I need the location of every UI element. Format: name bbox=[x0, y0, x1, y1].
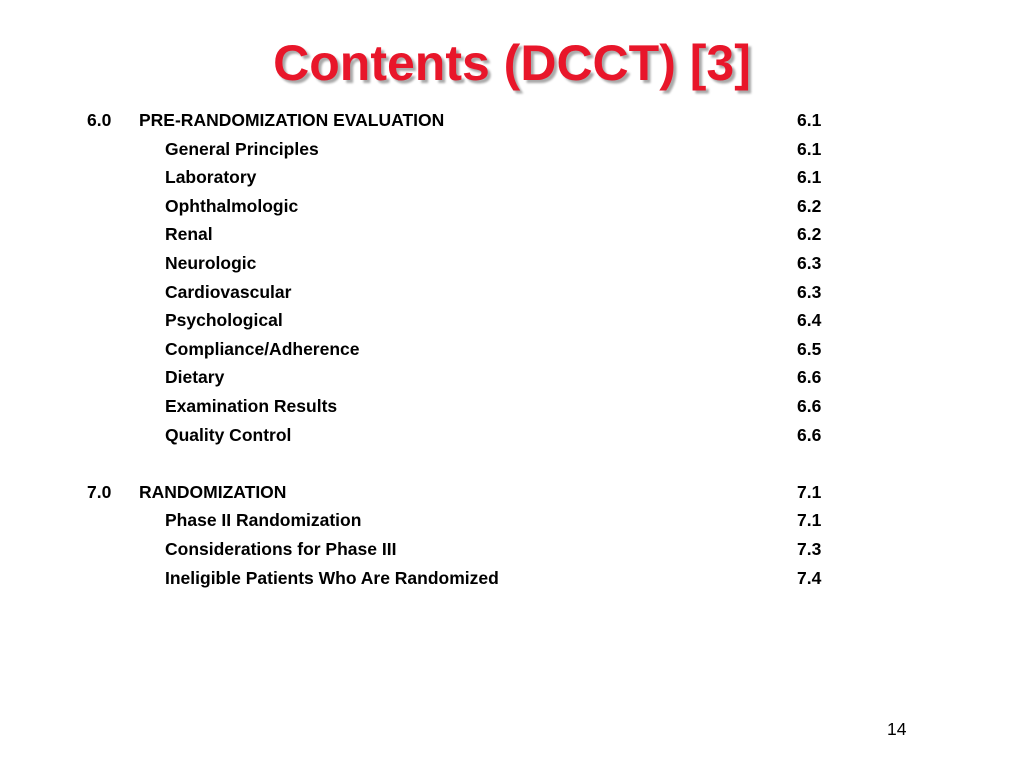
toc-subsection-label: Laboratory bbox=[165, 167, 257, 188]
toc-page-number: 7.3 bbox=[797, 538, 822, 559]
toc-page-number: 6.4 bbox=[797, 310, 822, 331]
toc-subsection-label: Ophthalmologic bbox=[165, 195, 299, 216]
toc-page-number: 6.1 bbox=[797, 167, 822, 188]
toc-row bbox=[0, 163, 1024, 192]
toc-row bbox=[0, 192, 1024, 221]
toc-subsection-label: Renal bbox=[165, 224, 213, 245]
toc-row bbox=[0, 478, 1024, 507]
toc-subsection-label: Compliance/Adherence bbox=[165, 338, 360, 359]
toc-spacer bbox=[0, 449, 1024, 478]
toc-row bbox=[0, 135, 1024, 164]
toc-row bbox=[0, 249, 1024, 278]
toc-row bbox=[0, 106, 1024, 135]
toc-subsection-label: Psychological bbox=[165, 310, 283, 331]
toc-row bbox=[0, 335, 1024, 364]
toc-section-number: 7.0 bbox=[87, 481, 112, 502]
toc-page-number: 6.6 bbox=[797, 395, 822, 416]
toc-row bbox=[0, 363, 1024, 392]
table-of-contents bbox=[0, 106, 1024, 592]
toc-subsection-label: Ineligible Patients Who Are Randomized bbox=[165, 567, 499, 588]
toc-row bbox=[0, 421, 1024, 450]
toc-subsection-label: General Principles bbox=[165, 138, 319, 159]
toc-page-number: 7.1 bbox=[797, 481, 822, 502]
toc-page-number: 6.2 bbox=[797, 224, 822, 245]
toc-page-number: 6.6 bbox=[797, 367, 822, 388]
toc-page-number: 7.4 bbox=[797, 567, 822, 588]
slide-title: Contents (DCCT) [3] bbox=[273, 35, 751, 91]
toc-row bbox=[0, 220, 1024, 249]
toc-page-number: 6.2 bbox=[797, 195, 822, 216]
toc-subsection-label: Quality Control bbox=[165, 424, 292, 445]
toc-row bbox=[0, 506, 1024, 535]
toc-subsection-label: Phase II Randomization bbox=[165, 510, 362, 531]
toc-row bbox=[0, 306, 1024, 335]
toc-section-label: PRE-RANDOMIZATION EVALUATION bbox=[139, 110, 445, 130]
toc-subsection-label: Cardiovascular bbox=[165, 281, 292, 302]
toc-subsection-label: Dietary bbox=[165, 367, 225, 388]
toc-page-number: 7.1 bbox=[797, 510, 822, 531]
toc-row bbox=[0, 564, 1024, 593]
toc-page-number: 6.3 bbox=[797, 281, 822, 302]
toc-page-number: 6.1 bbox=[797, 138, 822, 159]
toc-page-number: 6.1 bbox=[797, 110, 822, 130]
slide-number: 14 bbox=[887, 719, 907, 739]
toc-row bbox=[0, 278, 1024, 307]
toc-section-number: 6.0 bbox=[87, 110, 112, 130]
toc-page-number: 6.6 bbox=[797, 424, 822, 445]
toc-row bbox=[0, 392, 1024, 421]
toc-row bbox=[0, 535, 1024, 564]
toc-section-label: RANDOMIZATION bbox=[139, 481, 287, 502]
toc-subsection-label: Neurologic bbox=[165, 252, 257, 273]
toc-subsection-label: Considerations for Phase III bbox=[165, 538, 397, 559]
toc-page-number: 6.5 bbox=[797, 338, 822, 359]
toc-page-number: 6.3 bbox=[797, 252, 822, 273]
toc-subsection-label: Examination Results bbox=[165, 395, 338, 416]
